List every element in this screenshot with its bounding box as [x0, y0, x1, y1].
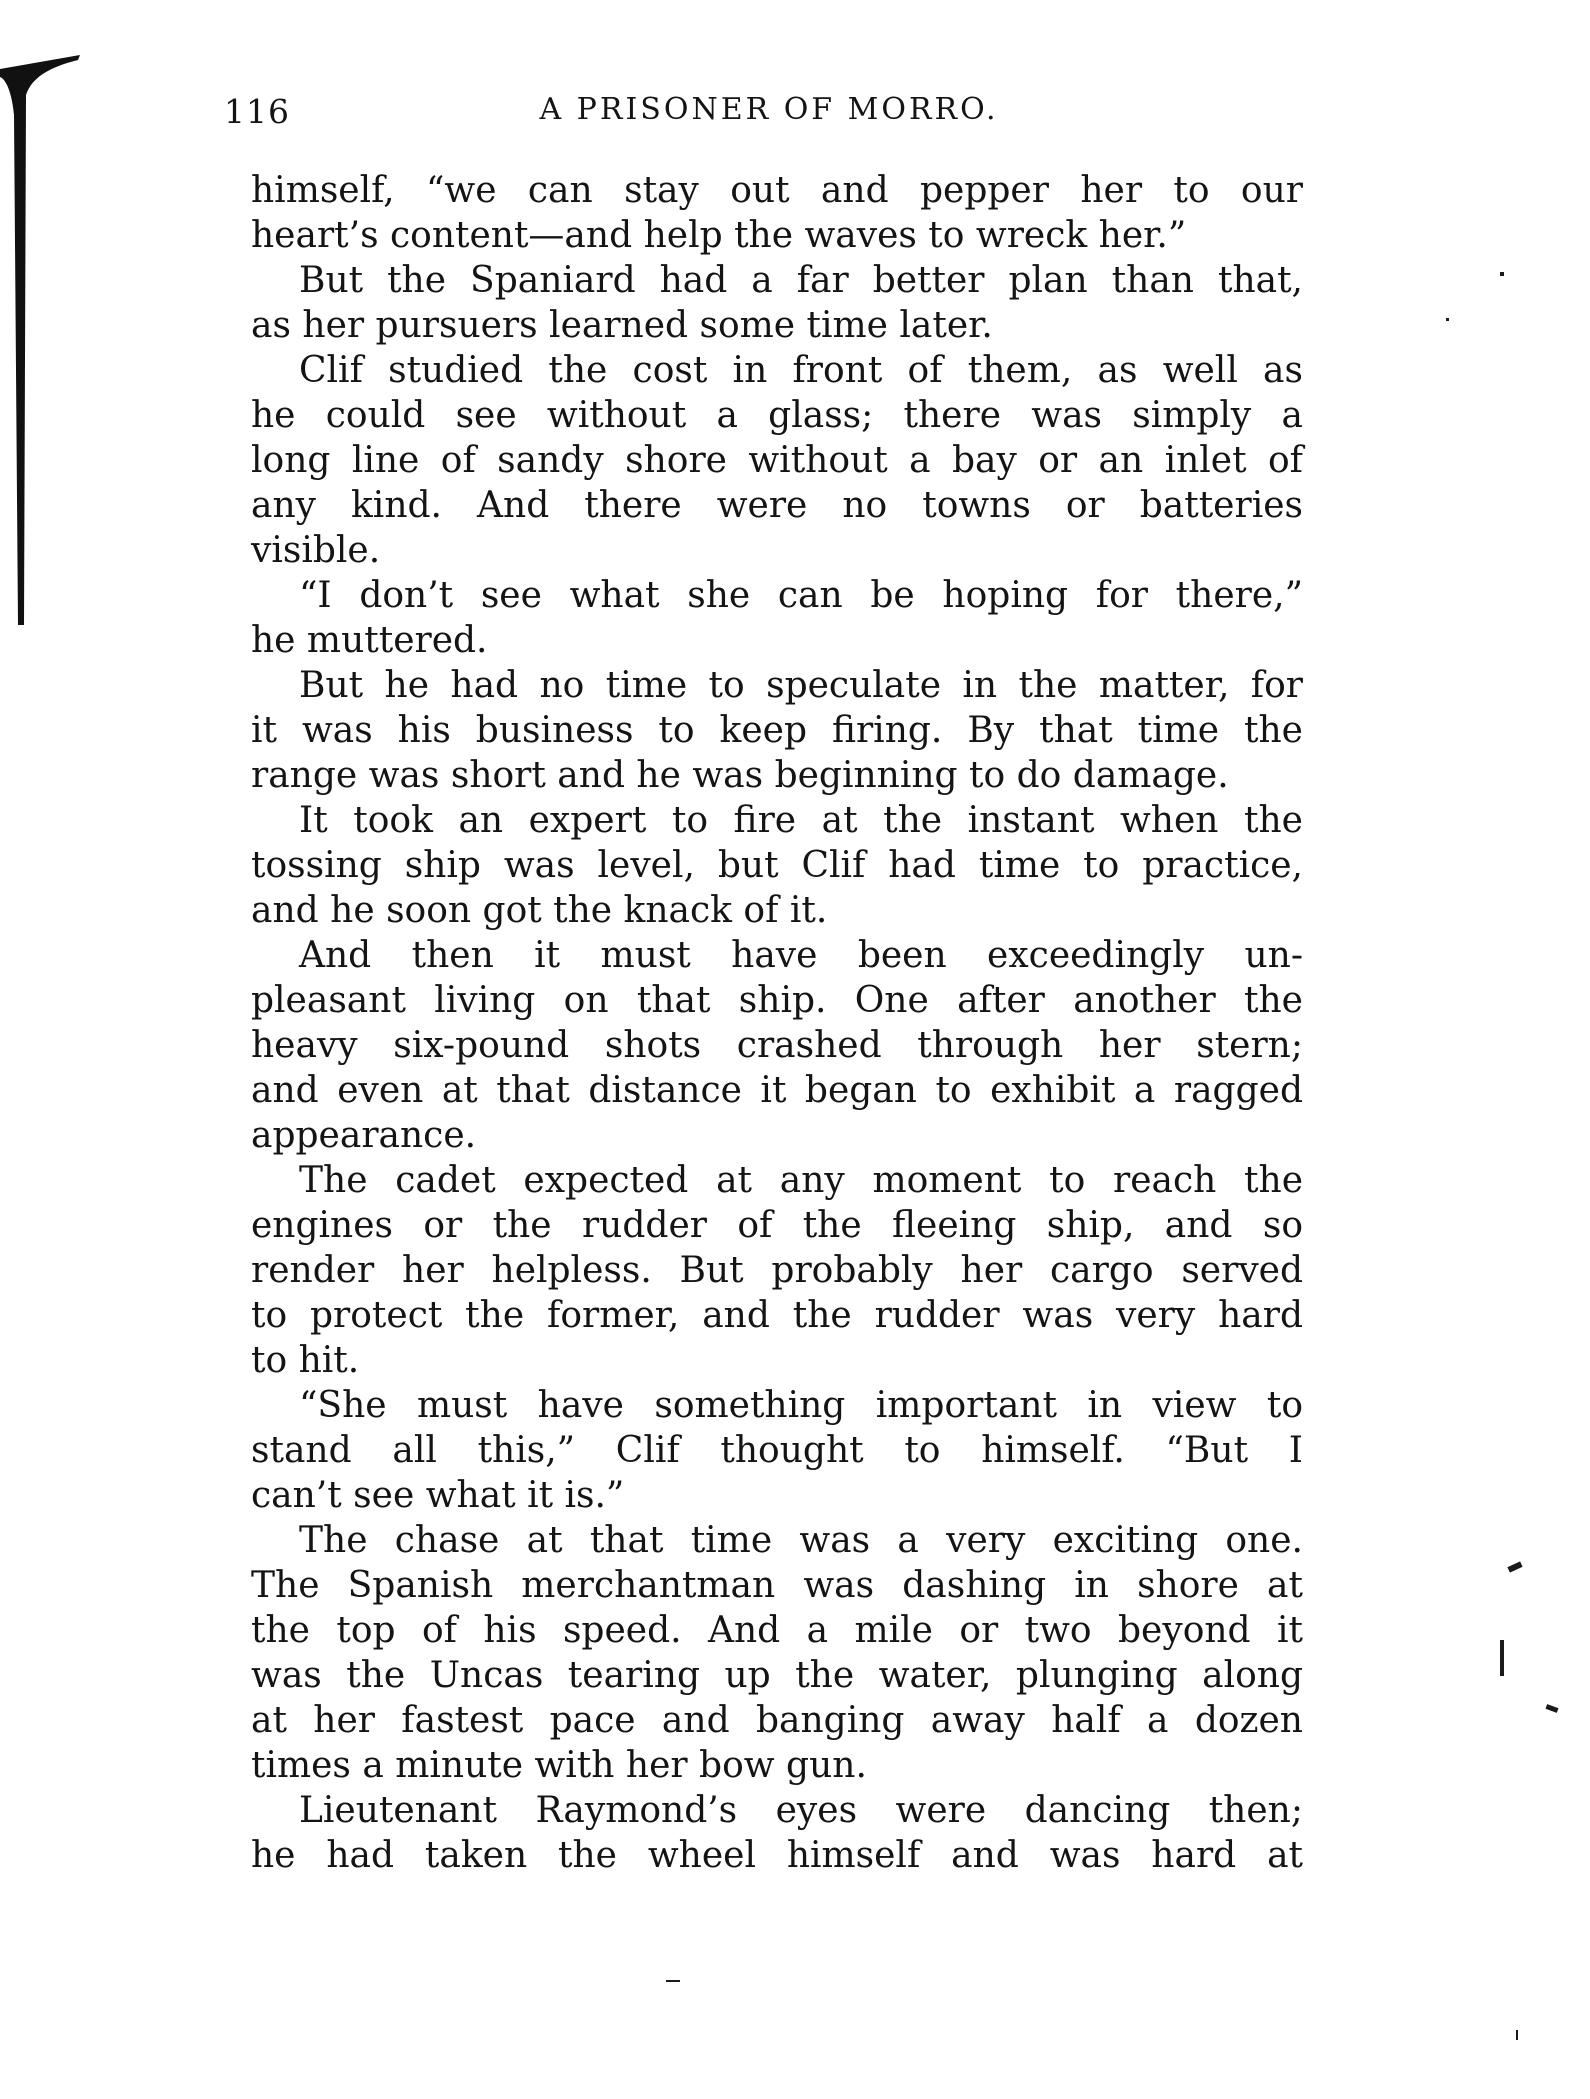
- page-number: 116: [224, 92, 290, 131]
- margin-speck: [1500, 272, 1504, 276]
- text-line: himself, “we can stay out and pepper her to our: [251, 170, 1303, 211]
- text-line: long line of sandy shore without a bay or an inlet of: [251, 440, 1303, 481]
- text-line: “I don’t see what she can be hoping for there,”: [299, 575, 1303, 616]
- margin-speck: [666, 1980, 680, 1982]
- text-line: visible.: [251, 530, 381, 571]
- text-line: times a minute with her bow gun.: [251, 1745, 867, 1786]
- text-line: at her fastest pace and banging away half a dozen: [251, 1700, 1303, 1741]
- text-line: It took an expert to fire at the instant when the: [299, 800, 1303, 841]
- page-header: [224, 92, 1314, 152]
- text-line: he could see without a glass; there was simply a: [251, 395, 1303, 436]
- text-line: appearance.: [251, 1115, 477, 1156]
- text-line: range was short and he was beginning to do damage.: [251, 755, 1229, 796]
- text-line: heart’s content—and help the waves to wreck her.”: [251, 215, 1187, 256]
- text-line: The chase at that time was a very exciting one.: [299, 1520, 1303, 1561]
- text-line: render her helpless. But probably her cargo served: [251, 1250, 1303, 1291]
- text-line: can’t see what it is.”: [251, 1475, 625, 1516]
- text-line: he had taken the wheel himself and was hard at: [251, 1835, 1303, 1876]
- margin-speck: [1507, 1561, 1522, 1572]
- text-line: and even at that distance it began to exhibit a ragged: [251, 1070, 1303, 1111]
- text-line: was the Uncas tearing up the water, plunging along: [251, 1655, 1303, 1696]
- text-line: heavy six-pound shots crashed through her stern;: [251, 1025, 1303, 1066]
- text-line: Lieutenant Raymond’s eyes were dancing then;: [299, 1790, 1303, 1831]
- binding-edge-mark: [0, 55, 80, 625]
- text-line: as her pursuers learned some time later.: [251, 305, 993, 346]
- margin-speck: [1500, 1640, 1504, 1676]
- text-line: The cadet expected at any moment to reach the: [299, 1160, 1303, 1201]
- text-line: pleasant living on that ship. One after another the: [251, 980, 1303, 1021]
- margin-speck: [1546, 1704, 1559, 1713]
- margin-speck: [1446, 318, 1449, 321]
- margin-speck: [1516, 2030, 1518, 2040]
- text-line: he muttered.: [251, 620, 488, 661]
- text-line: stand all this,” Clif thought to himself. “But I: [251, 1430, 1303, 1471]
- text-line: the top of his speed. And a mile or two beyond it: [251, 1610, 1303, 1651]
- text-line: The Spanish merchantman was dashing in shore at: [251, 1565, 1303, 1606]
- running-title: A PRISONER OF MORRO.: [539, 92, 999, 127]
- text-line: and he soon got the knack of it.: [251, 890, 828, 931]
- text-line: it was his business to keep firing. By that time the: [251, 710, 1303, 751]
- text-line: “She must have something important in view to: [299, 1385, 1303, 1426]
- text-line: Clif studied the cost in front of them, as well as: [299, 350, 1303, 391]
- text-line: tossing ship was level, but Clif had time to practice,: [251, 845, 1303, 886]
- text-line: to protect the former, and the rudder was very hard: [251, 1295, 1303, 1336]
- text-line: engines or the rudder of the fleeing ship, and so: [251, 1205, 1303, 1246]
- text-line: to hit.: [251, 1340, 360, 1381]
- body-text: [251, 168, 1303, 1878]
- text-line: And then it must have been exceedingly un-: [299, 935, 1303, 976]
- text-line: But he had no time to speculate in the matter, for: [299, 665, 1303, 706]
- text-line: But the Spaniard had a far better plan than that,: [299, 260, 1303, 301]
- text-line: any kind. And there were no towns or batteries: [251, 485, 1303, 526]
